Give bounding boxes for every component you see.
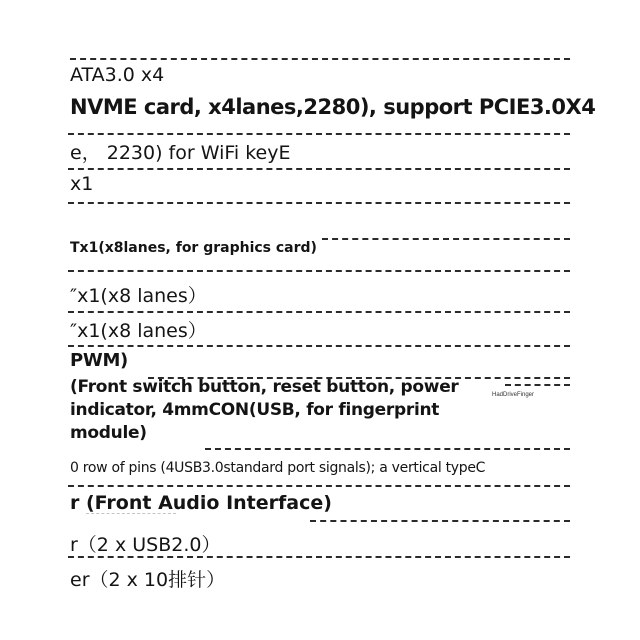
spec-pwm: PWM) <box>70 350 128 371</box>
divider <box>68 485 570 487</box>
divider <box>205 448 570 450</box>
spec-usb2: r（2 x USB2.0） <box>70 534 221 556</box>
divider <box>68 168 570 170</box>
spec-audio: r (Front Audio Interface) <box>70 492 332 514</box>
divider <box>505 384 570 386</box>
spec-sata: ATA3.0 x4 <box>70 64 165 86</box>
divider <box>322 238 570 240</box>
divider <box>310 520 570 522</box>
spec-wifi: e， 2230) for WiFi keyE <box>70 142 291 164</box>
divider <box>68 345 570 347</box>
spec-usb3-header: 0 row of pins (4USB3.0standard port signals); a vertical typeC <box>70 460 486 476</box>
spec-nvme: NVME card, x4lanes,2280), support PCIE3.0X4 <box>70 95 596 119</box>
divider <box>68 202 570 204</box>
spec-x1: x1 <box>70 173 94 195</box>
spec-front-panel-1: (Front switch button, reset button, power <box>70 377 459 397</box>
tiny-label: HadDriveFinger <box>492 392 535 398</box>
divider <box>68 270 570 272</box>
divider <box>68 133 570 135</box>
spec-slot-b: ″x1(x8 lanes） <box>70 320 207 342</box>
divider <box>70 58 570 60</box>
spec-pcie-x16: Tx1(x8lanes, for graphics card) <box>70 240 317 256</box>
spec-front-panel-2: indicator, 4mmCON(USB, for fingerprint <box>70 400 440 420</box>
spec-pin-header: er（2 x 10排针） <box>70 569 226 591</box>
spec-front-panel-3: module) <box>70 423 147 443</box>
spec-slot-a: ″x1(x8 lanes） <box>70 285 207 307</box>
divider <box>68 311 570 313</box>
